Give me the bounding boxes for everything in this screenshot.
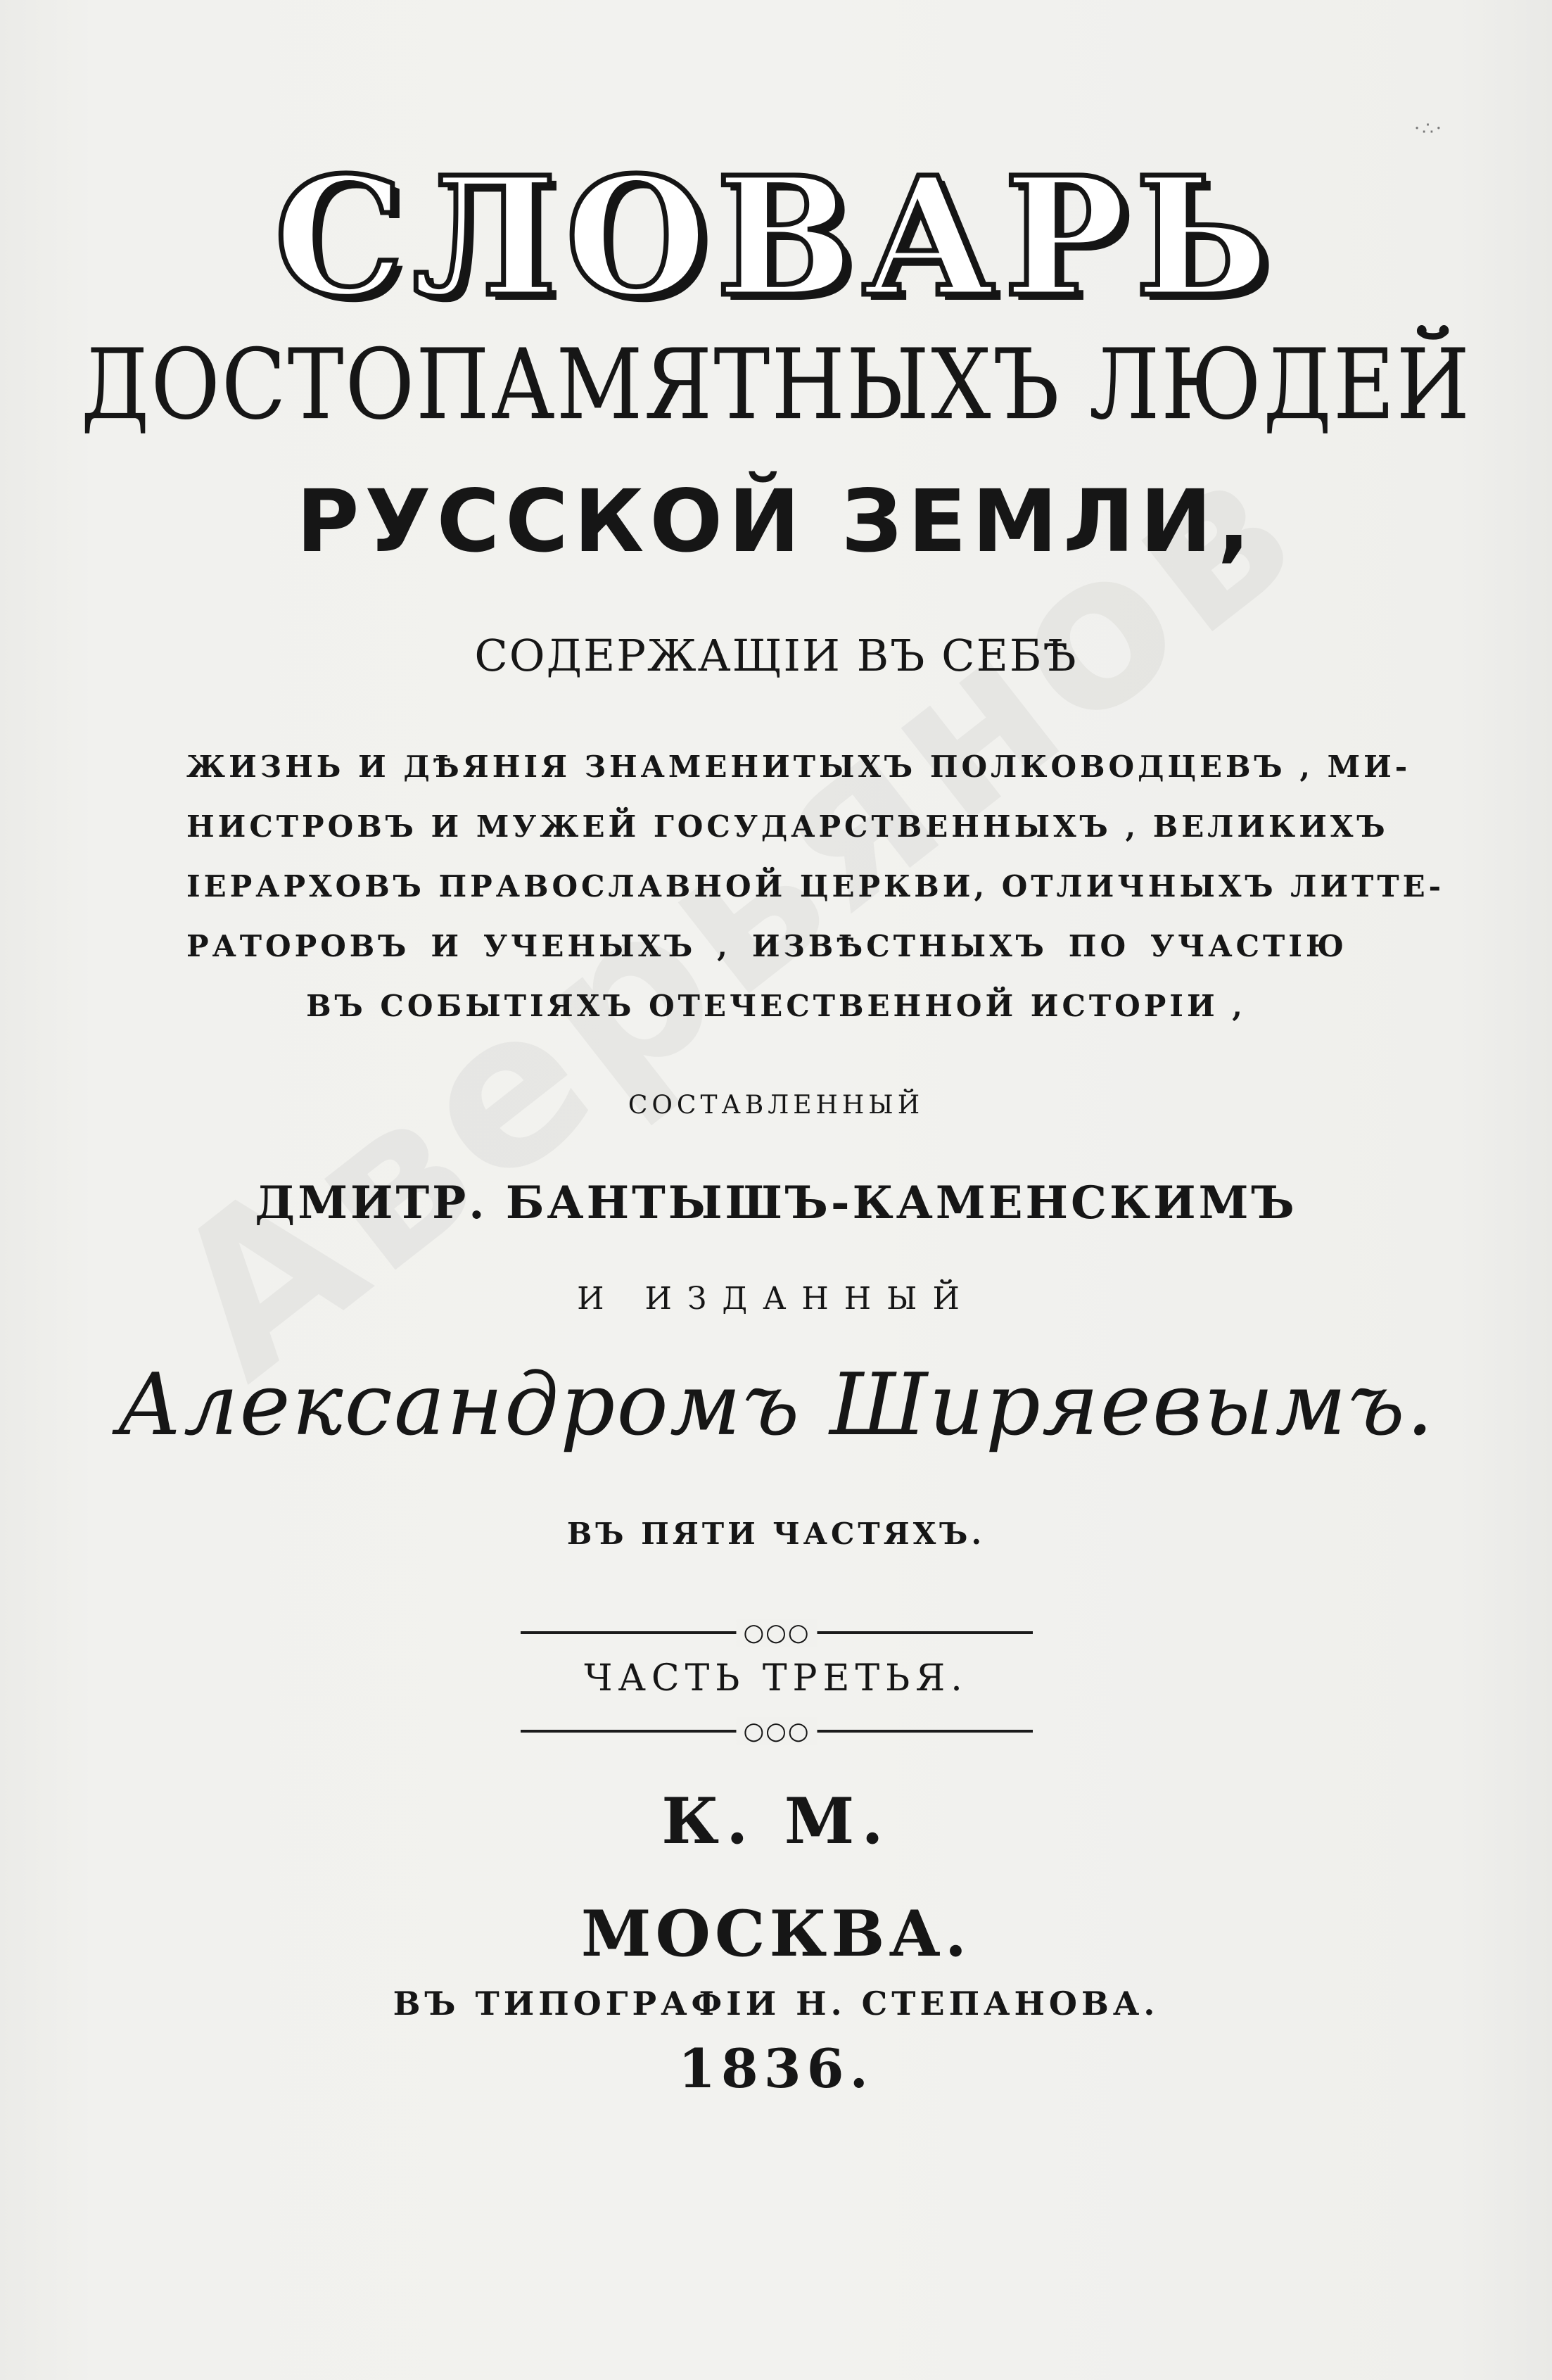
description-line: РАТОРОВЪ И УЧЕНЫХЪ , ИЗВѢСТНЫХЪ ПО УЧАСТІЮ — [186, 929, 1347, 963]
city: МОСКВА. — [580, 1897, 972, 1971]
ornamental-rule-top — [521, 1619, 1033, 1647]
description-line: ІЕРАРХОВЪ ПРАВОСЛАВНОЙ ЦЕРКВИ, ОТЛИЧНЫХЪ ЛИТТЕ- — [186, 869, 1445, 904]
parts-count: ВЪ ПЯТИ ЧАСТЯХЪ. — [566, 1517, 986, 1551]
published-label: И ИЗДАННЫЙ — [577, 1281, 975, 1317]
compiled-label: СОСТАВЛЕННЫЙ — [628, 1091, 924, 1120]
ornament-icon: ○○○ — [736, 1619, 817, 1647]
volume-label: ЧАСТЬ ТРЕТЬЯ. — [584, 1657, 968, 1699]
subtitle-line-1: ДОСТОПАМЯТНЫХЪ ЛЮДЕЙ — [80, 329, 1472, 442]
print-speck: ·∴· — [1414, 118, 1444, 139]
description-line: ВЪ СОБЫТІЯХЪ ОТЕЧЕСТВЕННОЙ ИСТОРІИ , — [306, 989, 1246, 1023]
ornamental-rule-bottom — [521, 1717, 1033, 1745]
initials: К. М. — [661, 1784, 891, 1859]
publication-year: 1836. — [678, 2037, 874, 2100]
description-line: ЖИЗНЬ И ДѢЯНІЯ ЗНАМЕНИТЫХЪ ПОЛКОВОДЦЕВЪ , МИ- — [186, 749, 1411, 784]
author-name: ДМИТР. БАНТЫШЪ-КАМЕНСКИМЪ — [255, 1177, 1297, 1229]
printer-line: ВЪ ТИПОГРАФІИ Н. СТЕПАНОВА. — [393, 1985, 1159, 2023]
book-title: СЛОВАРЬ — [274, 141, 1278, 333]
publisher-name: Александромъ Ширяевымъ. — [117, 1355, 1435, 1455]
ornament-icon: ○○○ — [736, 1717, 817, 1745]
description-line: НИСТРОВЪ И МУЖЕЙ ГОСУДАРСТВЕННЫХЪ , ВЕЛИКИХЪ — [186, 809, 1389, 844]
subtitle-line-2: РУССКОЙ ЗЕМЛИ, — [296, 471, 1256, 571]
contents-intro: СОДЕРЖАЩІИ ВЪ СЕБѢ — [474, 630, 1078, 681]
